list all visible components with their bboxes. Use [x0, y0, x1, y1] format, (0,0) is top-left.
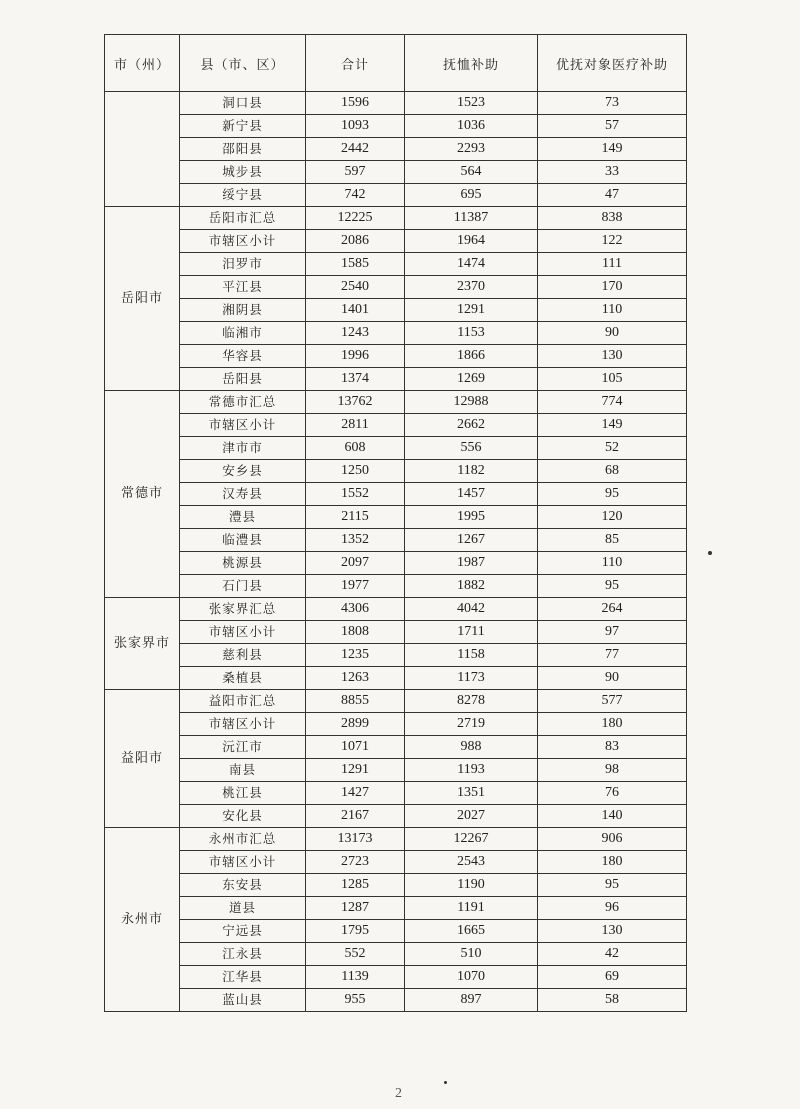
county-cell: 平江县 [180, 276, 306, 299]
medical-subsidy-cell: 95 [538, 874, 687, 897]
pension-subsidy-cell: 1182 [405, 460, 538, 483]
total-cell: 955 [306, 989, 405, 1012]
table-row [105, 713, 687, 736]
total-cell: 1250 [306, 460, 405, 483]
table-row [105, 690, 687, 713]
medical-subsidy-cell: 33 [538, 161, 687, 184]
city-cell: 益阳市 [105, 690, 180, 828]
table-row [105, 782, 687, 805]
header-total: 合计 [306, 35, 405, 92]
county-cell: 宁远县 [180, 920, 306, 943]
county-cell: 邵阳县 [180, 138, 306, 161]
county-cell: 安化县 [180, 805, 306, 828]
medical-subsidy-cell: 90 [538, 667, 687, 690]
total-cell: 1552 [306, 483, 405, 506]
table-row [105, 207, 687, 230]
city-cell: 张家界市 [105, 598, 180, 690]
table-row [105, 552, 687, 575]
county-cell: 绥宁县 [180, 184, 306, 207]
medical-subsidy-cell: 180 [538, 713, 687, 736]
table-row [105, 828, 687, 851]
table-row [105, 736, 687, 759]
pension-subsidy-cell: 1191 [405, 897, 538, 920]
medical-subsidy-cell: 264 [538, 598, 687, 621]
county-cell: 慈利县 [180, 644, 306, 667]
county-cell: 汨罗市 [180, 253, 306, 276]
county-cell: 市辖区小计 [180, 414, 306, 437]
medical-subsidy-cell: 149 [538, 138, 687, 161]
medical-subsidy-cell: 838 [538, 207, 687, 230]
total-cell: 4306 [306, 598, 405, 621]
medical-subsidy-cell: 577 [538, 690, 687, 713]
table-row [105, 529, 687, 552]
medical-subsidy-cell: 95 [538, 483, 687, 506]
pension-subsidy-cell: 1291 [405, 299, 538, 322]
total-cell: 1977 [306, 575, 405, 598]
medical-subsidy-cell: 58 [538, 989, 687, 1012]
pension-subsidy-cell: 1964 [405, 230, 538, 253]
total-cell: 2723 [306, 851, 405, 874]
pension-subsidy-cell: 564 [405, 161, 538, 184]
table-row [105, 138, 687, 161]
table-row [105, 943, 687, 966]
subsidy-table [104, 34, 687, 1012]
medical-subsidy-cell: 68 [538, 460, 687, 483]
medical-subsidy-cell: 130 [538, 920, 687, 943]
table-row [105, 368, 687, 391]
county-cell: 道县 [180, 897, 306, 920]
table-row [105, 161, 687, 184]
total-cell: 1291 [306, 759, 405, 782]
table-row [105, 759, 687, 782]
total-cell: 1287 [306, 897, 405, 920]
total-cell: 597 [306, 161, 405, 184]
total-cell: 2540 [306, 276, 405, 299]
pension-subsidy-cell: 1190 [405, 874, 538, 897]
medical-subsidy-cell: 85 [538, 529, 687, 552]
county-cell: 永州市汇总 [180, 828, 306, 851]
total-cell: 1401 [306, 299, 405, 322]
medical-subsidy-cell: 122 [538, 230, 687, 253]
medical-subsidy-cell: 42 [538, 943, 687, 966]
county-cell: 澧县 [180, 506, 306, 529]
pension-subsidy-cell: 695 [405, 184, 538, 207]
county-cell: 市辖区小计 [180, 851, 306, 874]
header-county: 县（市、区） [180, 35, 306, 92]
table-row [105, 920, 687, 943]
total-cell: 1795 [306, 920, 405, 943]
total-cell: 1808 [306, 621, 405, 644]
medical-subsidy-cell: 57 [538, 115, 687, 138]
total-cell: 2167 [306, 805, 405, 828]
pension-subsidy-cell: 510 [405, 943, 538, 966]
table-row [105, 506, 687, 529]
pension-subsidy-cell: 1351 [405, 782, 538, 805]
county-cell: 东安县 [180, 874, 306, 897]
total-cell: 1139 [306, 966, 405, 989]
county-cell: 城步县 [180, 161, 306, 184]
table-row [105, 897, 687, 920]
county-cell: 江华县 [180, 966, 306, 989]
medical-subsidy-cell: 170 [538, 276, 687, 299]
total-cell: 1235 [306, 644, 405, 667]
medical-subsidy-cell: 98 [538, 759, 687, 782]
total-cell: 1285 [306, 874, 405, 897]
total-cell: 13762 [306, 391, 405, 414]
table-body [105, 92, 687, 1012]
medical-subsidy-cell: 906 [538, 828, 687, 851]
medical-subsidy-cell: 149 [538, 414, 687, 437]
county-cell: 市辖区小计 [180, 621, 306, 644]
pension-subsidy-cell: 2293 [405, 138, 538, 161]
header-city: 市（州） [105, 35, 180, 92]
county-cell: 南县 [180, 759, 306, 782]
medical-subsidy-cell: 47 [538, 184, 687, 207]
pension-subsidy-cell: 988 [405, 736, 538, 759]
table-row [105, 414, 687, 437]
pension-subsidy-cell: 1866 [405, 345, 538, 368]
county-cell: 安乡县 [180, 460, 306, 483]
county-cell: 桑植县 [180, 667, 306, 690]
pension-subsidy-cell: 1882 [405, 575, 538, 598]
total-cell: 1596 [306, 92, 405, 115]
county-cell: 汉寿县 [180, 483, 306, 506]
county-cell: 桃源县 [180, 552, 306, 575]
table-row [105, 345, 687, 368]
total-cell: 13173 [306, 828, 405, 851]
medical-subsidy-cell: 130 [538, 345, 687, 368]
table-row [105, 966, 687, 989]
pension-subsidy-cell: 1173 [405, 667, 538, 690]
table-row [105, 437, 687, 460]
county-cell: 常德市汇总 [180, 391, 306, 414]
county-cell: 江永县 [180, 943, 306, 966]
medical-subsidy-cell: 97 [538, 621, 687, 644]
pension-subsidy-cell: 1711 [405, 621, 538, 644]
pension-subsidy-cell: 2662 [405, 414, 538, 437]
city-cell: 岳阳市 [105, 207, 180, 391]
total-cell: 1585 [306, 253, 405, 276]
table-row [105, 644, 687, 667]
pension-subsidy-cell: 1036 [405, 115, 538, 138]
pension-subsidy-cell: 1457 [405, 483, 538, 506]
county-cell: 洞口县 [180, 92, 306, 115]
total-cell: 12225 [306, 207, 405, 230]
city-cell [105, 92, 180, 207]
table-row [105, 575, 687, 598]
table-row [105, 299, 687, 322]
scan-speck [444, 1081, 447, 1084]
medical-subsidy-cell: 774 [538, 391, 687, 414]
table-row [105, 989, 687, 1012]
total-cell: 2442 [306, 138, 405, 161]
medical-subsidy-cell: 77 [538, 644, 687, 667]
table-row [105, 276, 687, 299]
pension-subsidy-cell: 1995 [405, 506, 538, 529]
pension-subsidy-cell: 2027 [405, 805, 538, 828]
medical-subsidy-cell: 52 [538, 437, 687, 460]
county-cell: 石门县 [180, 575, 306, 598]
medical-subsidy-cell: 111 [538, 253, 687, 276]
total-cell: 608 [306, 437, 405, 460]
pension-subsidy-cell: 1158 [405, 644, 538, 667]
county-cell: 益阳市汇总 [180, 690, 306, 713]
total-cell: 2097 [306, 552, 405, 575]
pension-subsidy-cell: 11387 [405, 207, 538, 230]
county-cell: 华容县 [180, 345, 306, 368]
city-cell: 常德市 [105, 391, 180, 598]
medical-subsidy-cell: 76 [538, 782, 687, 805]
pension-subsidy-cell: 1267 [405, 529, 538, 552]
table-row [105, 115, 687, 138]
table-row [105, 598, 687, 621]
table-row [105, 483, 687, 506]
total-cell: 1243 [306, 322, 405, 345]
total-cell: 2086 [306, 230, 405, 253]
county-cell: 张家界汇总 [180, 598, 306, 621]
total-cell: 1427 [306, 782, 405, 805]
county-cell: 临澧县 [180, 529, 306, 552]
total-cell: 1263 [306, 667, 405, 690]
county-cell: 岳阳市汇总 [180, 207, 306, 230]
city-cell: 永州市 [105, 828, 180, 1012]
county-cell: 市辖区小计 [180, 230, 306, 253]
medical-subsidy-cell: 95 [538, 575, 687, 598]
pension-subsidy-cell: 8278 [405, 690, 538, 713]
pension-subsidy-cell: 1665 [405, 920, 538, 943]
total-cell: 2115 [306, 506, 405, 529]
pension-subsidy-cell: 2719 [405, 713, 538, 736]
table-row [105, 253, 687, 276]
total-cell: 1071 [306, 736, 405, 759]
header-medical-subsidy: 优抚对象医疗补助 [538, 35, 687, 92]
medical-subsidy-cell: 105 [538, 368, 687, 391]
medical-subsidy-cell: 73 [538, 92, 687, 115]
total-cell: 8855 [306, 690, 405, 713]
pension-subsidy-cell: 12267 [405, 828, 538, 851]
medical-subsidy-cell: 180 [538, 851, 687, 874]
county-cell: 市辖区小计 [180, 713, 306, 736]
table-row [105, 621, 687, 644]
county-cell: 新宁县 [180, 115, 306, 138]
table-row [105, 92, 687, 115]
medical-subsidy-cell: 110 [538, 299, 687, 322]
total-cell: 2811 [306, 414, 405, 437]
table-row [105, 230, 687, 253]
county-cell: 临湘市 [180, 322, 306, 345]
pension-subsidy-cell: 12988 [405, 391, 538, 414]
page-number: 2 [395, 1086, 402, 1101]
medical-subsidy-cell: 120 [538, 506, 687, 529]
table-row [105, 805, 687, 828]
table-row [105, 851, 687, 874]
pension-subsidy-cell: 2543 [405, 851, 538, 874]
pension-subsidy-cell: 1269 [405, 368, 538, 391]
table-row [105, 874, 687, 897]
county-cell: 岳阳县 [180, 368, 306, 391]
county-cell: 湘阴县 [180, 299, 306, 322]
pension-subsidy-cell: 2370 [405, 276, 538, 299]
pension-subsidy-cell: 4042 [405, 598, 538, 621]
county-cell: 津市市 [180, 437, 306, 460]
medical-subsidy-cell: 83 [538, 736, 687, 759]
total-cell: 1374 [306, 368, 405, 391]
pension-subsidy-cell: 556 [405, 437, 538, 460]
table-row [105, 391, 687, 414]
table-row [105, 184, 687, 207]
total-cell: 742 [306, 184, 405, 207]
pension-subsidy-cell: 1153 [405, 322, 538, 345]
medical-subsidy-cell: 140 [538, 805, 687, 828]
medical-subsidy-cell: 110 [538, 552, 687, 575]
county-cell: 桃江县 [180, 782, 306, 805]
pension-subsidy-cell: 1070 [405, 966, 538, 989]
table-row [105, 322, 687, 345]
pension-subsidy-cell: 1193 [405, 759, 538, 782]
pension-subsidy-cell: 897 [405, 989, 538, 1012]
header-row [105, 35, 687, 92]
county-cell: 沅江市 [180, 736, 306, 759]
total-cell: 1996 [306, 345, 405, 368]
scan-speck [708, 551, 712, 555]
pension-subsidy-cell: 1474 [405, 253, 538, 276]
medical-subsidy-cell: 90 [538, 322, 687, 345]
medical-subsidy-cell: 96 [538, 897, 687, 920]
table-row [105, 667, 687, 690]
total-cell: 2899 [306, 713, 405, 736]
pension-subsidy-cell: 1523 [405, 92, 538, 115]
total-cell: 552 [306, 943, 405, 966]
table-row [105, 460, 687, 483]
pension-subsidy-cell: 1987 [405, 552, 538, 575]
total-cell: 1352 [306, 529, 405, 552]
header-pension-subsidy: 抚恤补助 [405, 35, 538, 92]
medical-subsidy-cell: 69 [538, 966, 687, 989]
county-cell: 蓝山县 [180, 989, 306, 1012]
total-cell: 1093 [306, 115, 405, 138]
